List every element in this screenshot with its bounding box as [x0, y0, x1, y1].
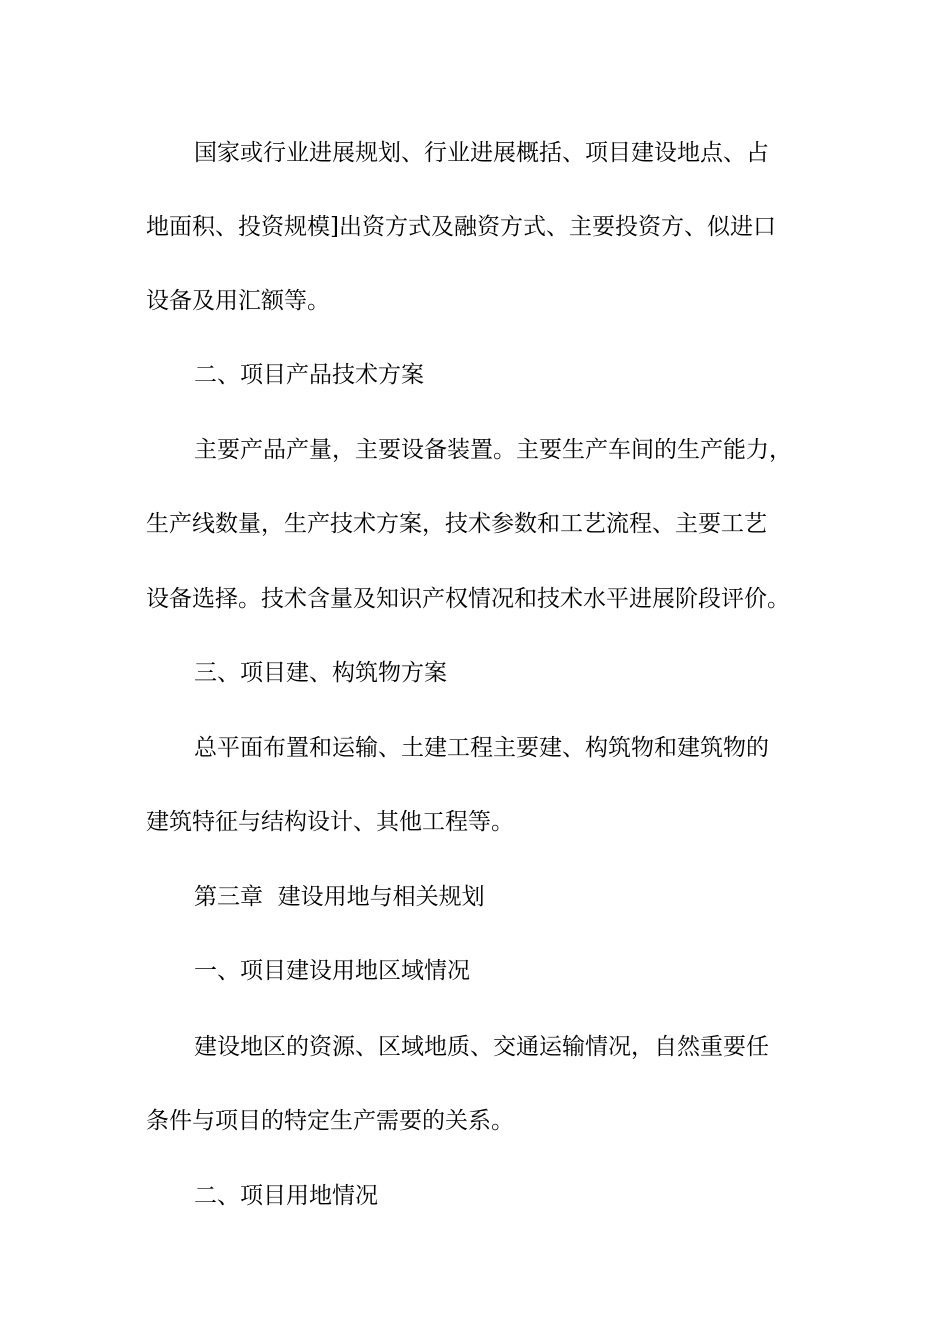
paragraph-line: 设备选择。技术含量及知识产权情况和技术水平进展阶段评价。 [146, 586, 790, 612]
paragraph-line: 主要产品产量，主要设备装置。主要生产车间的生产能力， [194, 437, 792, 463]
paragraph-line: 设备及用汇额等。 [146, 288, 330, 314]
chapter-heading: 第三章 建设用地与相关规划 [194, 884, 485, 910]
section-heading: 二、项目用地情况 [194, 1183, 378, 1209]
paragraph-line: 地面积、投资规模]出资方式及融资方式、主要投资方、似进口 [146, 214, 776, 240]
paragraph-line: 建筑特征与结构设计、其他工程等。 [146, 809, 514, 835]
paragraph-line: 建设地区的资源、区域地质、交通运输情况，自然重要任 [194, 1034, 769, 1060]
paragraph-line: 总平面布置和运输、土建工程主要建、构筑物和建筑物的 [194, 735, 769, 761]
paragraph-line: 生产线数量，生产技术方案，技术参数和工艺流程、主要工艺 [146, 511, 767, 537]
paragraph-line: 国家或行业进展规划、行业进展概括、项目建设地点、占 [194, 140, 769, 166]
section-heading: 一、项目建设用地区域情况 [194, 958, 470, 984]
section-heading: 三、项目建、构筑物方案 [194, 660, 447, 686]
paragraph-line: 条件与项目的特定生产需要的关系。 [146, 1108, 514, 1134]
section-heading: 二、项目产品技术方案 [194, 362, 424, 388]
